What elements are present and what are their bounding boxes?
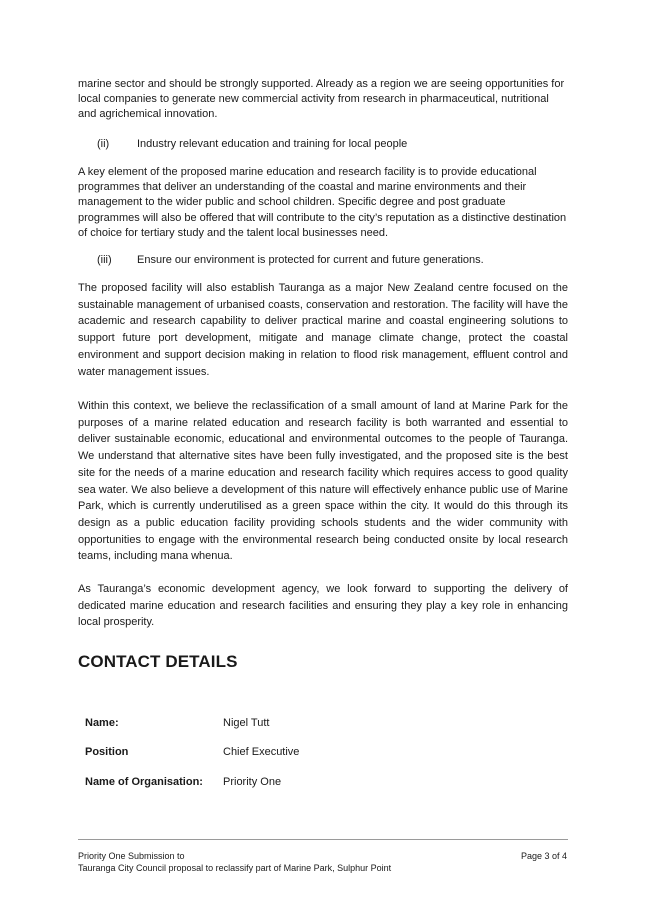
list-item-number: (iii)	[97, 254, 112, 266]
contact-label: Name of Organisation:	[85, 776, 203, 788]
list-item-ii	[97, 137, 407, 152]
footer-title	[78, 851, 391, 874]
contact-details-heading: CONTACT DETAILS	[78, 652, 238, 671]
contact-row-name	[85, 716, 269, 731]
contact-row-position	[85, 745, 299, 760]
contact-value: Nigel Tutt	[223, 717, 270, 729]
footer-divider	[78, 839, 568, 840]
footer-line-2: Tauranga City Council proposal to reclassify part of Marine Park, Sulphur Point	[78, 862, 392, 873]
page-number: Page 3 of 4	[521, 851, 568, 861]
contact-row-organisation	[85, 775, 281, 790]
contact-value: Chief Executive	[223, 746, 300, 758]
paragraph-education: A key element of the proposed marine education and research facility is to provide educational programmes that deliver an understanding of the coastal and marine environments and their management to the wider public and school children. Specific degree and post graduate programmes will also be offered that will contribute to the city’s reputation as a distinctive destination of choice for tertiary study and the talent local businesses need.	[78, 166, 567, 239]
list-item-number: (ii)	[97, 138, 110, 150]
list-item-iii	[97, 253, 484, 268]
paragraph-context: Within this context, we believe the reclassification of a small amount of land at Marine Park for the purposes of a marine related education and research facility is both warranted and essential to deliver sustainable economic, educational and environmental outcomes to the people of Tauranga. We understand that alternative sites have been fully investigated, and the proposed site is the best site for the needs of a marine education and research facility which requires access to good quality sea water. We also believe a development of this nature will effectively enhance public use of Marine Park, which is currently underutilised as a green space within the city. It would do this through its design as a public education facility providing schools students and the wider community with opportunities to engage with the environmental research being conducted onsite by local research teams, including mana whenua.	[78, 400, 568, 563]
paragraph-intro: marine sector and should be strongly supported. Already as a region we are seeing opportunities for local companies to generate new commercial activity from research in pharmaceutical, nutritional and agrichemical innovation.	[78, 78, 565, 121]
list-item-text: Industry relevant education and training for local people	[137, 138, 408, 150]
footer-line-1: Priority One Submission to	[78, 851, 185, 861]
contact-label: Position	[85, 746, 129, 758]
contact-label: Name:	[85, 717, 119, 729]
paragraph-environment: The proposed facility will also establish Tauranga as a major New Zealand centre focused on the sustainable management of urbanised coasts, conservation and restoration. The facility will have the academic and research capability to deliver practical marine and coastal engineering solutions to support future port development, mitigate and manage climate change, protect the coastal environment and support decision making in relation to flood risk management, effluent control and water management issues.	[78, 282, 568, 378]
list-item-text: Ensure our environment is protected for current and future generations.	[137, 254, 484, 266]
paragraph-closing: As Tauranga’s economic development agency, we look forward to supporting the delivery of dedicated marine education and research facilities and ensuring they play a key role in enhancing local prosperity.	[78, 583, 568, 629]
contact-value: Priority One	[223, 776, 282, 788]
